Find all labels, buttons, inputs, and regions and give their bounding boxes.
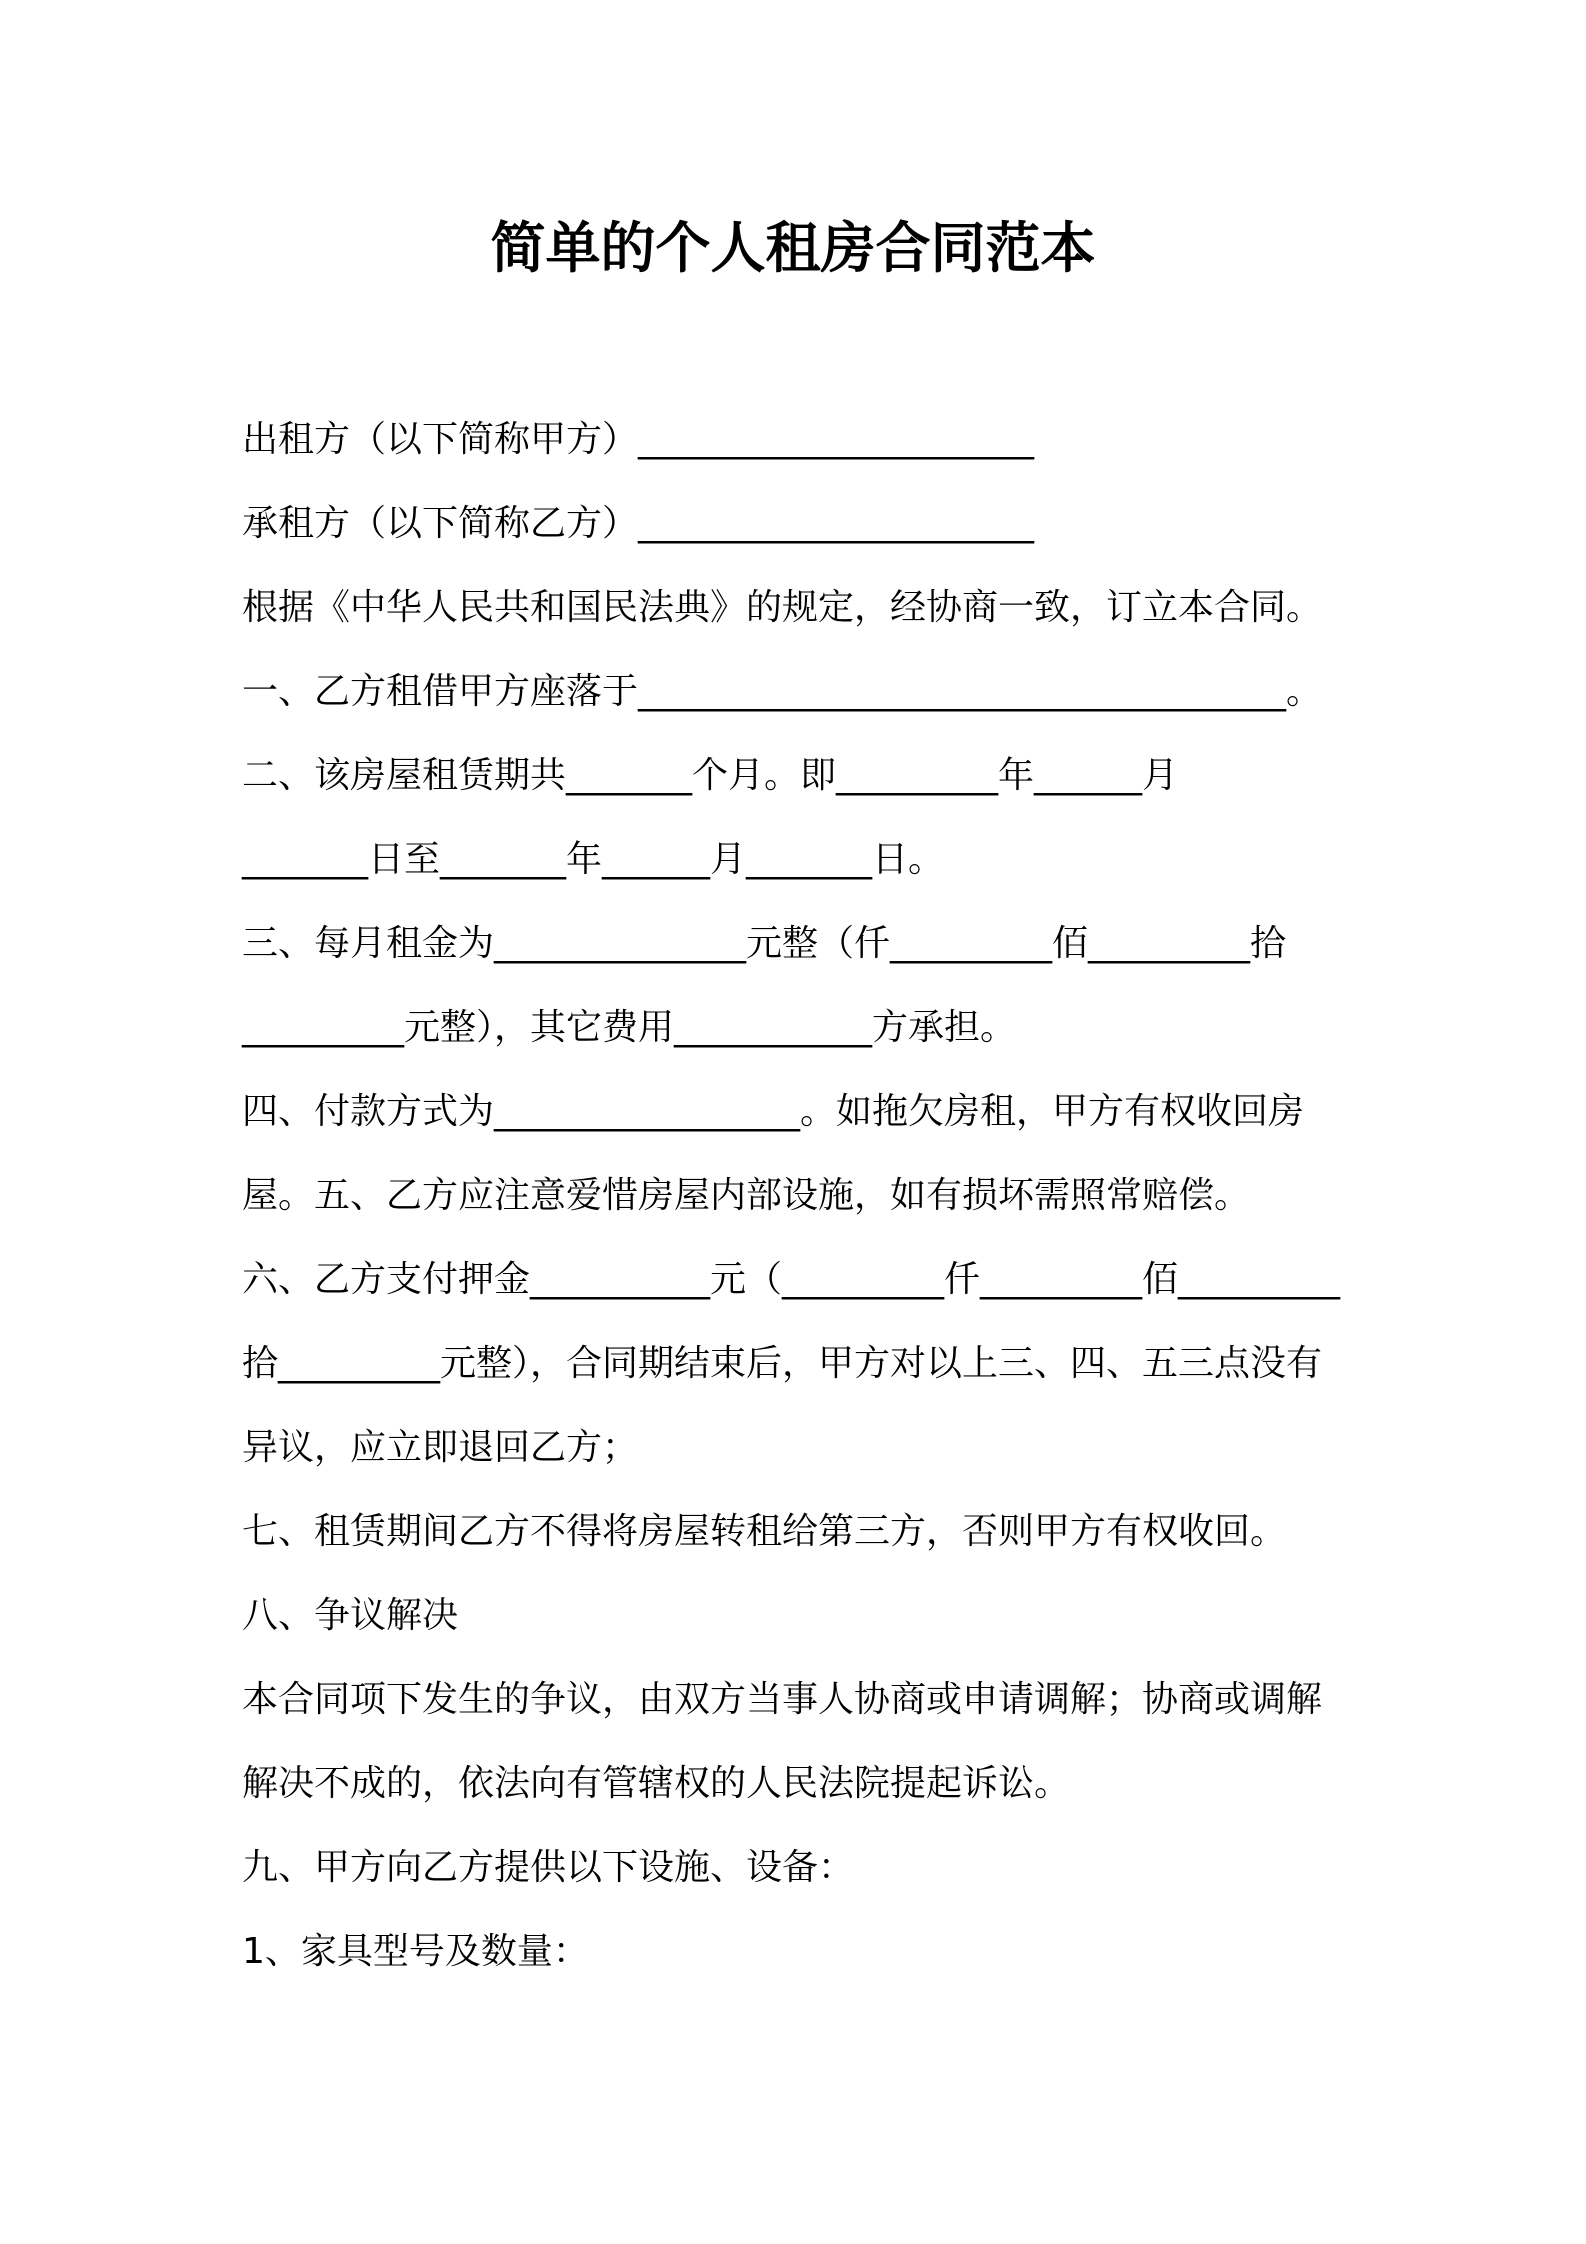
clause-1-line: 一、乙方租借甲方座落于____________________________________。 [242,671,1323,712]
clause-9-heading: 九、甲方向乙方提供以下设施、设备： [242,1847,855,1888]
document-title: 简单的个人租房合同范本 [490,216,1096,280]
clause-4-line-1: 四、付款方式为_________________。如拖欠房租，甲方有权收回房 [242,1091,1305,1132]
clause-7-line: 七、租赁期间乙方不得将房屋转租给第三方，否则甲方有权收回。 [242,1511,1287,1552]
clause-6-line-1: 六、乙方支付押金__________元（_________仟_________佰_________ [242,1259,1341,1300]
dispute-line-1: 本合同项下发生的争议，由双方当事人协商或申请调解；协商或调解 [242,1679,1323,1720]
clause-8-heading: 八、争议解决 [242,1595,459,1636]
dispute-line-2: 解决不成的，依法向有管辖权的人民法院提起诉讼。 [242,1763,1071,1804]
clause-3-line-1: 三、每月租金为______________元整（仟_________佰_________拾 [242,923,1287,964]
clause-2-line-1: 二、该房屋租赁期共_______个月。即_________年______月 [242,755,1179,796]
document-body [242,398,1362,1994]
clause-4-5-line-2: 屋。五、乙方应注意爱惜房屋内部设施，如有损坏需照常赔偿。 [242,1175,1251,1216]
clause-3-line-2: _________元整），其它费用___________方承担。 [242,1007,1017,1048]
furniture-item-line: 1、家具型号及数量： [242,1931,589,1972]
clause-6-line-2: 拾_________元整），合同期结束后，甲方对以上三、四、五三点没有 [242,1343,1323,1384]
lessor-line: 出租方（以下简称甲方）______________________ [242,419,1035,460]
lessee-line: 承租方（以下简称乙方）______________________ [242,503,1035,544]
clause-6-line-3: 异议，应立即退回乙方； [242,1427,639,1468]
legal-basis-line: 根据《中华人民共和国民法典》的规定，经协商一致，订立本合同。 [242,587,1323,628]
clause-2-line-2: _______日至_______年______月_______日。 [242,839,944,880]
